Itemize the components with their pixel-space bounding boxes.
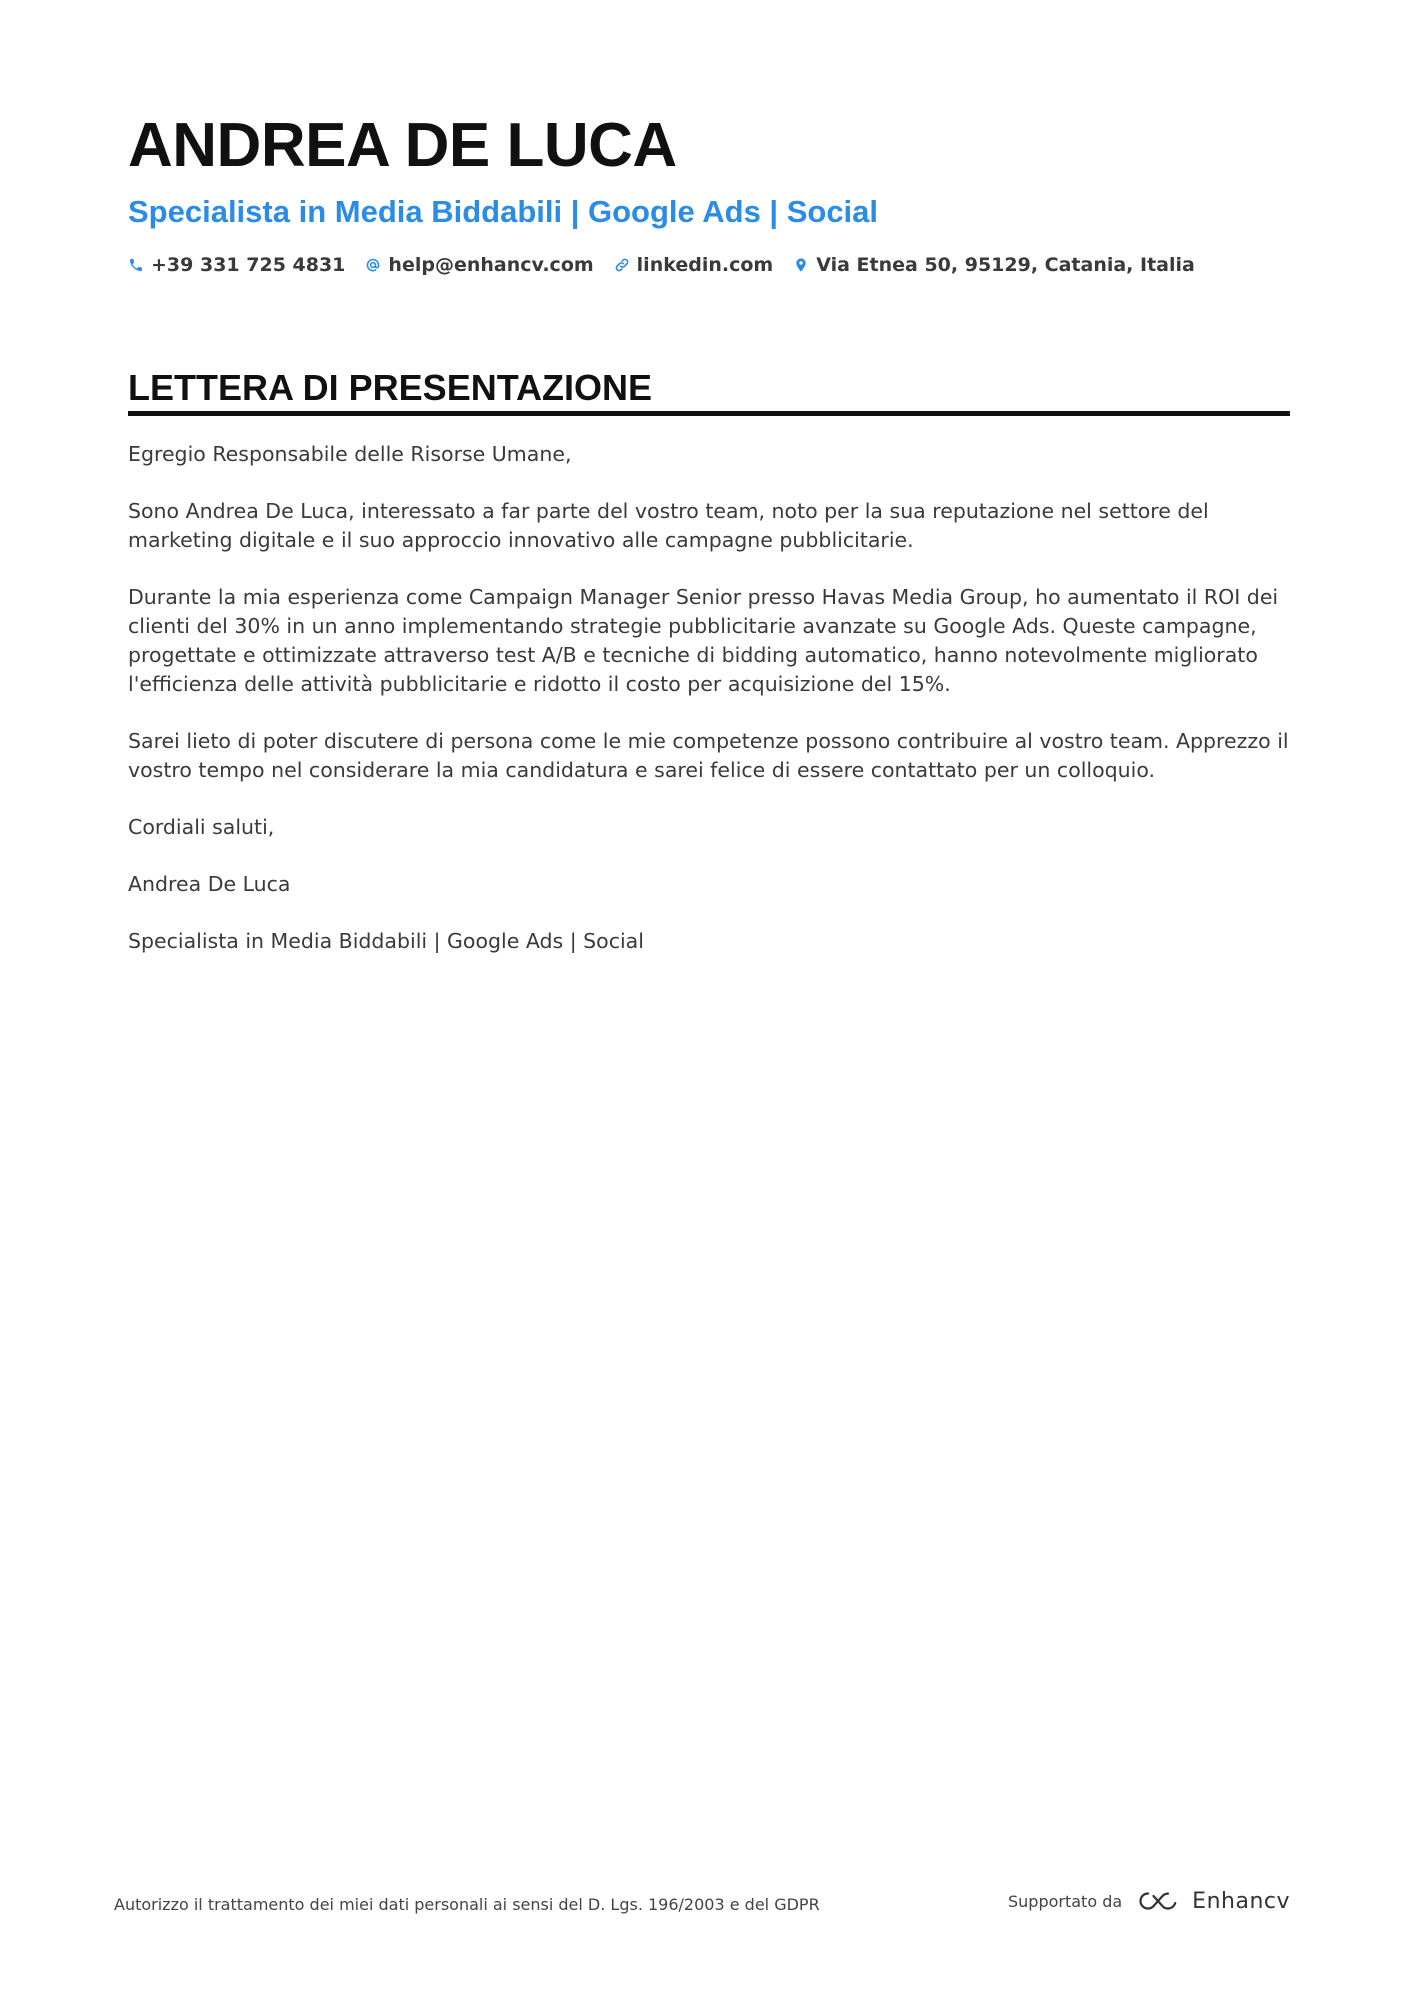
link-icon [614,257,630,273]
contact-email-text: help@enhancv.com [388,254,594,276]
section-divider [128,411,1290,416]
contact-address-text: Via Etnea 50, 95129, Catania, Italia [816,254,1195,276]
candidate-name: ANDREA DE LUCA [128,111,677,180]
letter-signoff: Cordiali saluti, [128,815,275,839]
header [128,108,1290,276]
letter-salutation: Egregio Responsabile delle Risorse Umane, [128,442,572,466]
section-title: LETTERA DI PRESENTAZIONE [128,367,653,408]
contact-phone[interactable] [128,254,345,276]
letter-paragraph-experience: Durante la mia esperienza come Campaign Manager Senior presso Havas Media Group, ho aumentato il ROI dei clienti del 30% in un anno implementando strategie pubblicitarie avanzate su Google Ads. Queste campagne, progettate e ottimizzate attraverso test A/B e tecniche di bidding automatico, hanno notevolmente migliorato l'efficienza delle attività pubblicitarie e ridotto il costo per acquisizione del 15%. [128,585,1279,696]
powered-by-label: Supportato da [1008,1891,1123,1911]
contact-bar [128,254,1290,276]
letter-signature-title: Specialista in Media Biddabili | Google Ads | Social [128,929,644,953]
powered-by[interactable] [1008,1888,1290,1914]
contact-linkedin[interactable] [614,254,774,276]
contact-phone-text: +39 331 725 4831 [151,254,346,276]
contact-address [793,254,1195,276]
location-pin-icon [793,257,809,273]
enhancv-brand: Enhancv [1192,1888,1290,1914]
letter-signature-name: Andrea De Luca [128,872,291,896]
gdpr-consent: Autorizzo il trattamento dei miei dati personali ai sensi del D. Lgs. 196/2003 e del GDPR [114,1895,820,1914]
letter-paragraph-closing: Sarei lieto di poter discutere di persona come le mie competenze possono contribuire al vostro team. Apprezzo il vostro tempo nel considerare la mia candidatura e sarei felice di essere contattato per un colloquio. [128,729,1289,782]
enhancv-logo-icon [1134,1888,1180,1914]
contact-email[interactable] [365,254,593,276]
at-icon [365,257,381,273]
contact-linkedin-text: linkedin.com [636,254,774,276]
letter-paragraph-intro: Sono Andrea De Luca, interessato a far parte del vostro team, noto per la sua reputazione nel settore del marketing digitale e il suo approccio innovativo alle campagne pubblicitarie. [128,499,1209,552]
candidate-title: Specialista in Media Biddabili | Google Ads | Social [128,194,879,229]
letter-body [128,440,1290,984]
phone-icon [128,257,144,273]
